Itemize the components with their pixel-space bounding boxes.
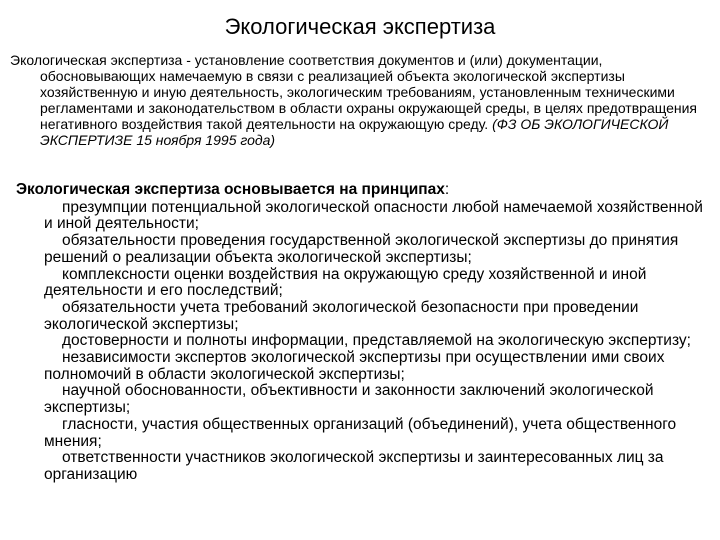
slide-title: Экологическая экспертиза [224, 14, 496, 39]
principles-block [16, 182, 708, 484]
principle-item: достоверности и полноты информации, представляемой на экологическую экспертизу; [62, 332, 691, 350]
principles-heading [16, 182, 708, 199]
principle-item: гласности, участия общественных организаций (объединений), учета общественного мнения; [44, 415, 677, 450]
principle-item: ответственности участников экологической экспертизы и заинтересованных лиц за организацию [44, 449, 664, 483]
principle-item: обязательности учета требований экологической безопасности при проведении экологической экспертизы; [44, 298, 639, 333]
principles-heading-suffix: : [444, 181, 450, 198]
definition-text: Экологическая экспертиза - установление соответствия документов и (или) документации, обосновывающих намечаемую в связи с реализацией объекта экологической экспертизы хозяйственную и иную деятельность, экологическим требованиям, установленным техническими регламентами и законодательством в области охраны окружающей среды, в целях предотвращения негативного воздействия такой деятельности на окружающую среду. [10, 52, 698, 132]
definition-reference: (ФЗ ОБ ЭКОЛОГИЧЕСКОЙ ЭКСПЕРТИЗЕ 15 ноября 1995 года) [40, 116, 669, 148]
principle-item: обязательности проведения государственной экологической экспертизы до принятия решений о реализации объекта экологической экспертизы; [44, 232, 679, 266]
principles-list [16, 200, 708, 484]
principle-item: презумпции потенциальной экологической опасности любой намечаемой хозяйственной и иной деятельности; [44, 198, 703, 233]
principle-item: научной обоснованности, объективности и законности заключений экологической экспертизы; [44, 382, 654, 417]
principle-item: независимости экспертов экологической экспертизы при осуществлении ими своих полномочий в области экологической экспертизы; [44, 349, 665, 383]
principles-heading-bold: Экологическая экспертиза основывается на принципах [16, 181, 445, 198]
definition-paragraph [10, 52, 710, 148]
principle-item: комплексности оценки воздействия на окружающую среду хозяйственной и иной деятельности и его последствий; [44, 265, 647, 300]
